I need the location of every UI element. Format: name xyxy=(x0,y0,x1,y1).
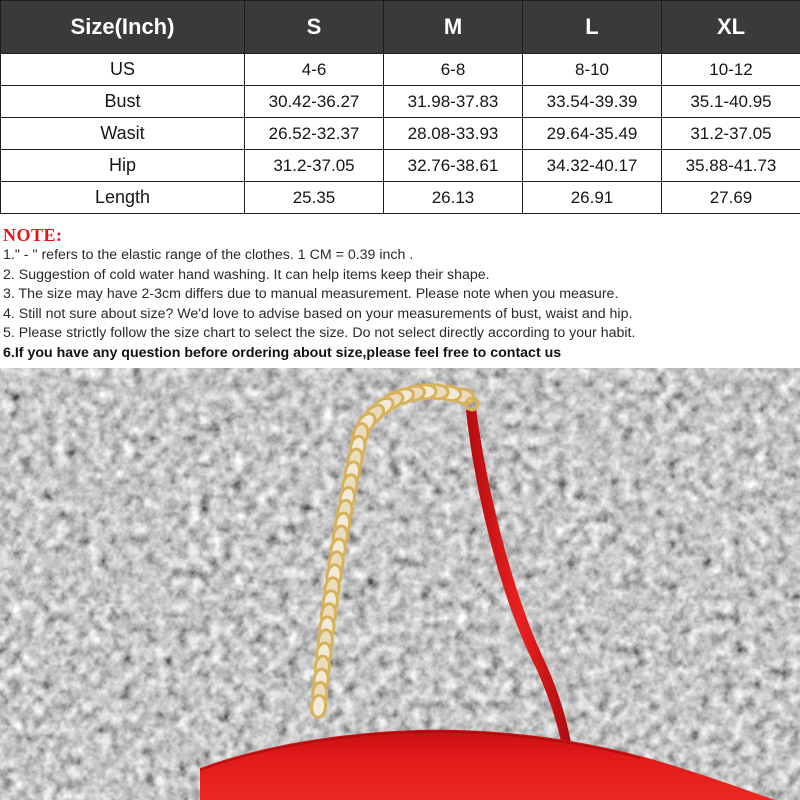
note-item: 3. The size may have 2-3cm differs due to manual measurement. Please note when you measure. xyxy=(3,286,619,302)
table-cell: 29.64-35.49 xyxy=(523,118,662,150)
row-label-bust: Bust xyxy=(1,86,245,118)
table-cell: 31.2-37.05 xyxy=(662,118,800,150)
table-row xyxy=(1,118,800,150)
note-item: 4. Still not sure about size? We'd love to advise based on your measurements of bust, waist and hip. xyxy=(3,305,633,322)
note-item-contact: 6.If you have any question before ordering about size,please feel free to contact us xyxy=(3,344,562,361)
chain-link xyxy=(311,695,327,718)
table-cell: 26.52-32.37 xyxy=(245,118,384,150)
row-label-hip: Hip xyxy=(1,150,245,182)
table-cell: 10-12 xyxy=(662,54,800,86)
row-label-us: US xyxy=(1,54,245,86)
header-size-m: M xyxy=(384,1,523,54)
table-cell: 26.91 xyxy=(523,182,662,214)
table-cell: 32.76-38.61 xyxy=(384,150,523,182)
table-cell: 35.88-41.73 xyxy=(662,150,800,182)
note-item: 5. Please strictly follow the size chart to select the size. Do not select directly according to your habit. xyxy=(3,325,636,341)
table-cell: 35.1-40.95 xyxy=(662,86,800,118)
table-row xyxy=(1,86,800,118)
header-size-inch: Size(Inch) xyxy=(1,1,245,54)
size-table-header-row xyxy=(1,1,800,54)
header-size-xl: XL xyxy=(662,1,800,54)
table-cell: 4-6 xyxy=(245,54,384,86)
table-cell: 31.2-37.05 xyxy=(245,150,384,182)
table-cell: 8-10 xyxy=(523,54,662,86)
notes-section xyxy=(3,224,798,363)
table-row xyxy=(1,54,800,86)
note-list xyxy=(3,246,798,363)
note-item: 2. Suggestion of cold water hand washing. It can help items keep their shape. xyxy=(3,266,490,283)
table-cell: 26.13 xyxy=(384,182,523,214)
product-photo xyxy=(0,368,800,800)
table-row xyxy=(1,182,800,214)
header-size-s: S xyxy=(245,1,384,54)
header-size-l: L xyxy=(523,1,662,54)
row-label-length: Length xyxy=(1,182,245,214)
note-title: NOTE: xyxy=(3,225,63,245)
size-table xyxy=(0,0,800,214)
table-cell: 27.69 xyxy=(662,182,800,214)
table-cell: 30.42-36.27 xyxy=(245,86,384,118)
table-cell: 34.32-40.17 xyxy=(523,150,662,182)
note-item: 1." - " refers to the elastic range of the clothes. 1 CM = 0.39 inch . xyxy=(3,247,414,263)
table-cell: 33.54-39.39 xyxy=(523,86,662,118)
product-detail-image xyxy=(0,368,800,800)
table-row xyxy=(1,150,800,182)
table-cell: 25.35 xyxy=(245,182,384,214)
table-cell: 31.98-37.83 xyxy=(384,86,523,118)
table-cell: 28.08-33.93 xyxy=(384,118,523,150)
table-cell: 6-8 xyxy=(384,54,523,86)
row-label-waist: Wasit xyxy=(1,118,245,150)
